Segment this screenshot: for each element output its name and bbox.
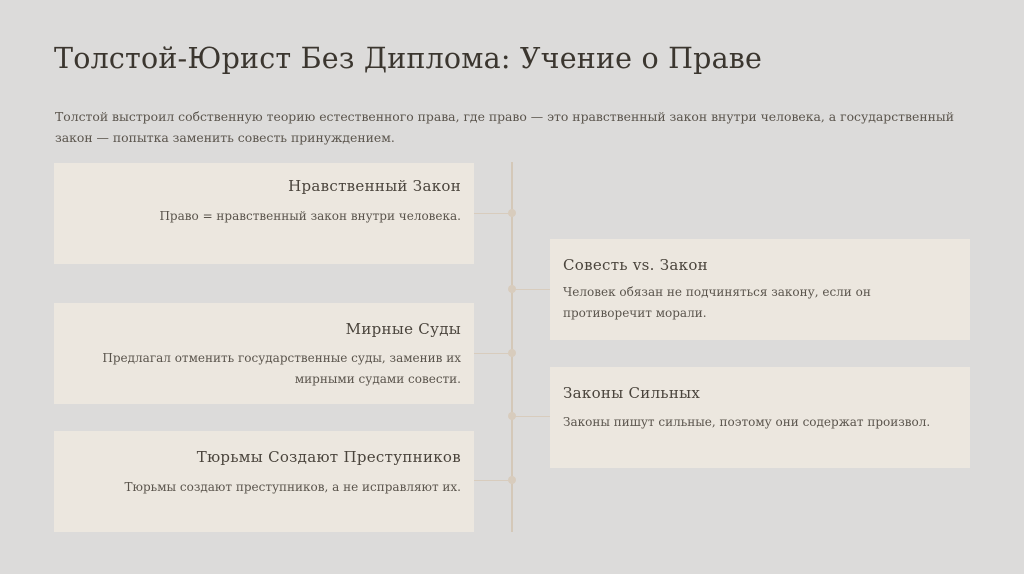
timeline-connector	[512, 416, 550, 417]
timeline-card-moral-law	[54, 163, 474, 264]
page-title: Толстой-Юрист Без Диплома: Учение о Праве	[54, 42, 763, 75]
timeline-card-prisons	[54, 431, 474, 532]
card-text: Тюрьмы создают преступников, а не исправляют их.	[124, 480, 461, 494]
timeline-connector	[474, 353, 511, 354]
timeline-connector	[474, 213, 511, 214]
card-text: Предлагал отменить государственные суды, заменив их мирными судами совести.	[102, 351, 461, 386]
timeline-dot	[508, 209, 516, 217]
card-title: Законы Сильных	[563, 384, 701, 402]
timeline-card-peace-courts	[54, 303, 474, 404]
intro-paragraph: Толстой выстроил собственную теорию естественного права, где право — это нравственный закон внутри человека, а государственный закон — попытка заменить совесть принуждением.	[55, 109, 954, 145]
timeline-dot	[508, 476, 516, 484]
timeline-dot	[508, 285, 516, 293]
timeline-connector	[512, 289, 550, 290]
card-title: Совесть vs. Закон	[563, 256, 708, 274]
timeline-dot	[508, 349, 516, 357]
card-title: Нравственный Закон	[288, 177, 461, 195]
card-text: Право = нравственный закон внутри человека.	[159, 209, 461, 223]
timeline-connector	[474, 480, 511, 481]
card-text: Законы пишут сильные, поэтому они содержат произвол.	[563, 415, 931, 429]
timeline-card-conscience-vs-law	[550, 239, 970, 340]
card-text: Человек обязан не подчиняться закону, если он противоречит морали.	[563, 285, 871, 320]
card-title: Мирные Суды	[345, 320, 461, 338]
timeline-dot	[508, 412, 516, 420]
timeline-card-laws-of-strong	[550, 367, 970, 468]
card-title: Тюрьмы Создают Преступников	[196, 448, 461, 466]
